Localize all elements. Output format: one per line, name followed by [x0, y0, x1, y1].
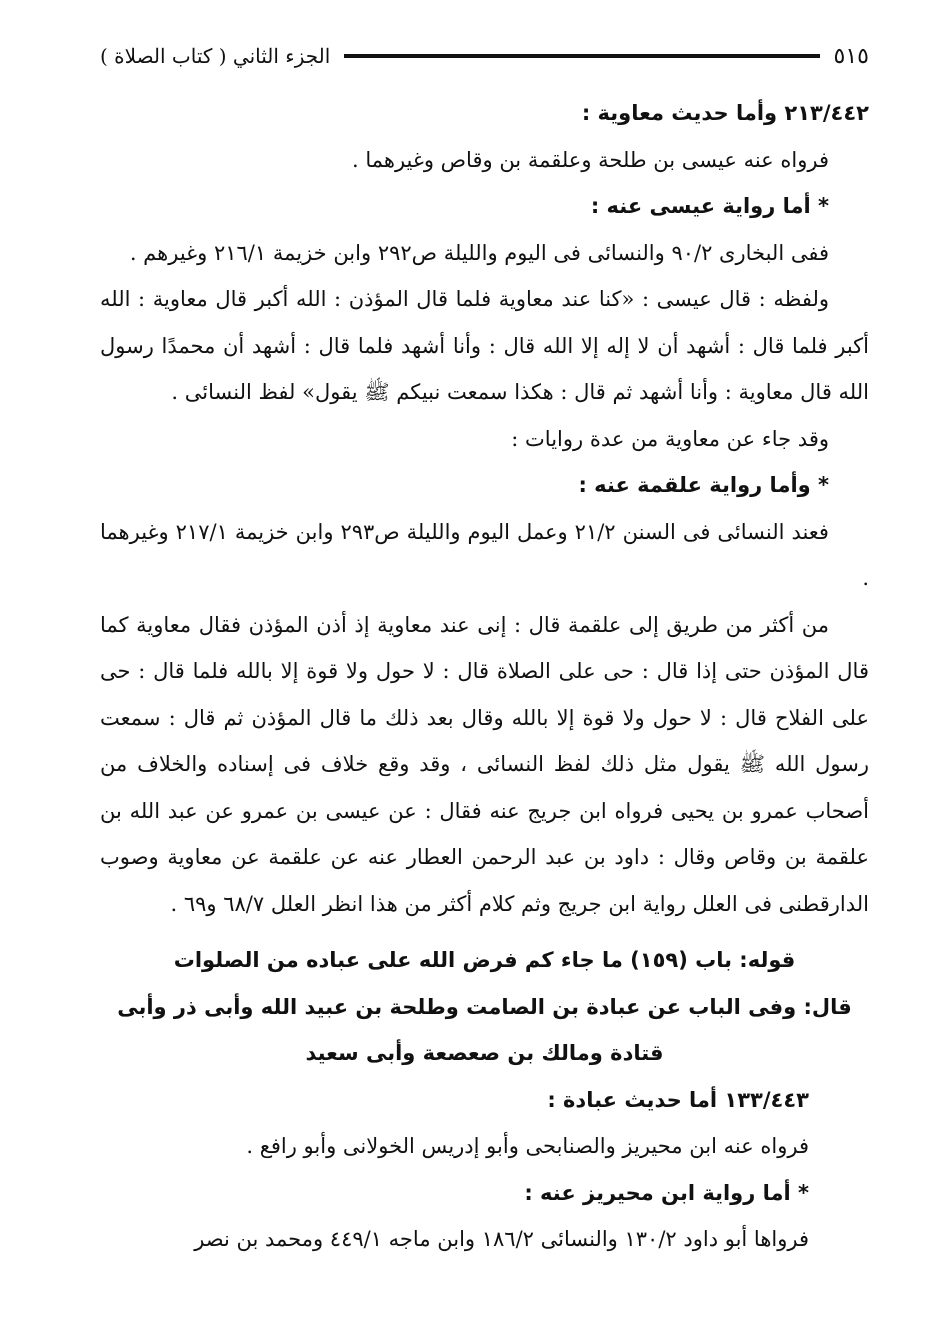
paragraph: فعند النسائى فى السنن ٢١/٢ وعمل اليوم والليلة ص٢٩٣ وابن خزيمة ٢١٧/١ وغيرهما .: [100, 519, 869, 590]
running-title: الجزء الثاني ( كتاب الصلاة ): [100, 44, 331, 68]
paragraph: ففى البخارى ٩٠/٢ والنسائى فى اليوم والليلة ص٢٩٢ وابن خزيمة ٢١٦/١ وغيرهم .: [129, 240, 829, 265]
spacer: [100, 927, 869, 937]
sub-heading: * أما رواية عيسى عنه :: [590, 194, 829, 218]
paragraph: فرواها أبو داود ١٣٠/٢ والنسائى ١٨٦/٢ وابن ماجه ٤٤٩/١ ومحمد بن نصر: [194, 1227, 809, 1251]
paragraph: فرواه عنه عيسى بن طلحة وعلقمة بن وقاص وغيرهما .: [351, 147, 829, 172]
paragraph: وقد جاء عن معاوية من عدة روايات :: [511, 426, 829, 451]
sub-heading: * وأما رواية علقمة عنه :: [578, 473, 829, 497]
page-body: [100, 90, 869, 1263]
sub-heading: * أما رواية ابن محيريز عنه :: [524, 1180, 809, 1205]
header-rule: [344, 54, 819, 58]
page-header: [100, 36, 869, 76]
hadith-heading: ٢١٣/٤٤٢ وأما حديث معاوية :: [581, 101, 869, 125]
chapter-subheading: قال: وفى الباب عن عبادة بن الصامت وطلحة بن عبيد الله وأبى ذر وأبى قتادة ومالك بن صعصعة وأبى سعيد: [117, 994, 852, 1065]
page-number: ٥١٥: [833, 43, 869, 69]
paragraph: فرواه عنه ابن محيريز والصنابحى وأبو إدريس الخولانى وأبو رافع .: [246, 1134, 809, 1158]
paragraph: من أكثر من طريق إلى علقمة قال : إنى عند معاوية إذ أذن المؤذن فقال معاوية كما قال المؤذن حتى إذا قال : حى على الصلاة قال : لا حول ولا قوة إلا بالله فلما قال : حى على الفلاح قال : لا حول ولا قوة إلا بالله وقال بعد ذلك ما قال المؤذن ثم قال : سمعت رسول الله ﷺ يقول مثل ذلك لفظ النسائى ، وقد وقع خلاف فى إسناده والخلاف من أصحاب عمرو بن يحيى فرواه ابن جريج عنه فقال : عن عيسى بن عمرو عن عبد الله بن علقمة بن وقاص وقال : داود بن عبد الرحمن العطار عنه عن علقمة عن معاوية وصوب الدارقطنى فى العلل رواية ابن جريج وثم كلام أكثر من هذا انظر العلل ٦٨/٧ و٦٩ .: [100, 612, 869, 916]
paragraph: ولفظه : قال عيسى : «كنا عند معاوية فلما قال المؤذن : الله أكبر قال معاوية : الله أكبر فلما قال : أشهد أن لا إله إلا الله قال : وأنا أشهد فلما قال : أشهد أن محمدًا رسول الله قال معاوية : وأنا أشهد ثم قال : هكذا سمعت نبيكم ﷺ يقول» لفظ النسائى .: [100, 287, 869, 404]
chapter-heading: قوله: باب (١٥٩) ما جاء كم فرض الله على عباده من الصلوات: [173, 948, 796, 972]
hadith-heading: ١٣٣/٤٤٣ أما حديث عبادة :: [547, 1087, 809, 1112]
